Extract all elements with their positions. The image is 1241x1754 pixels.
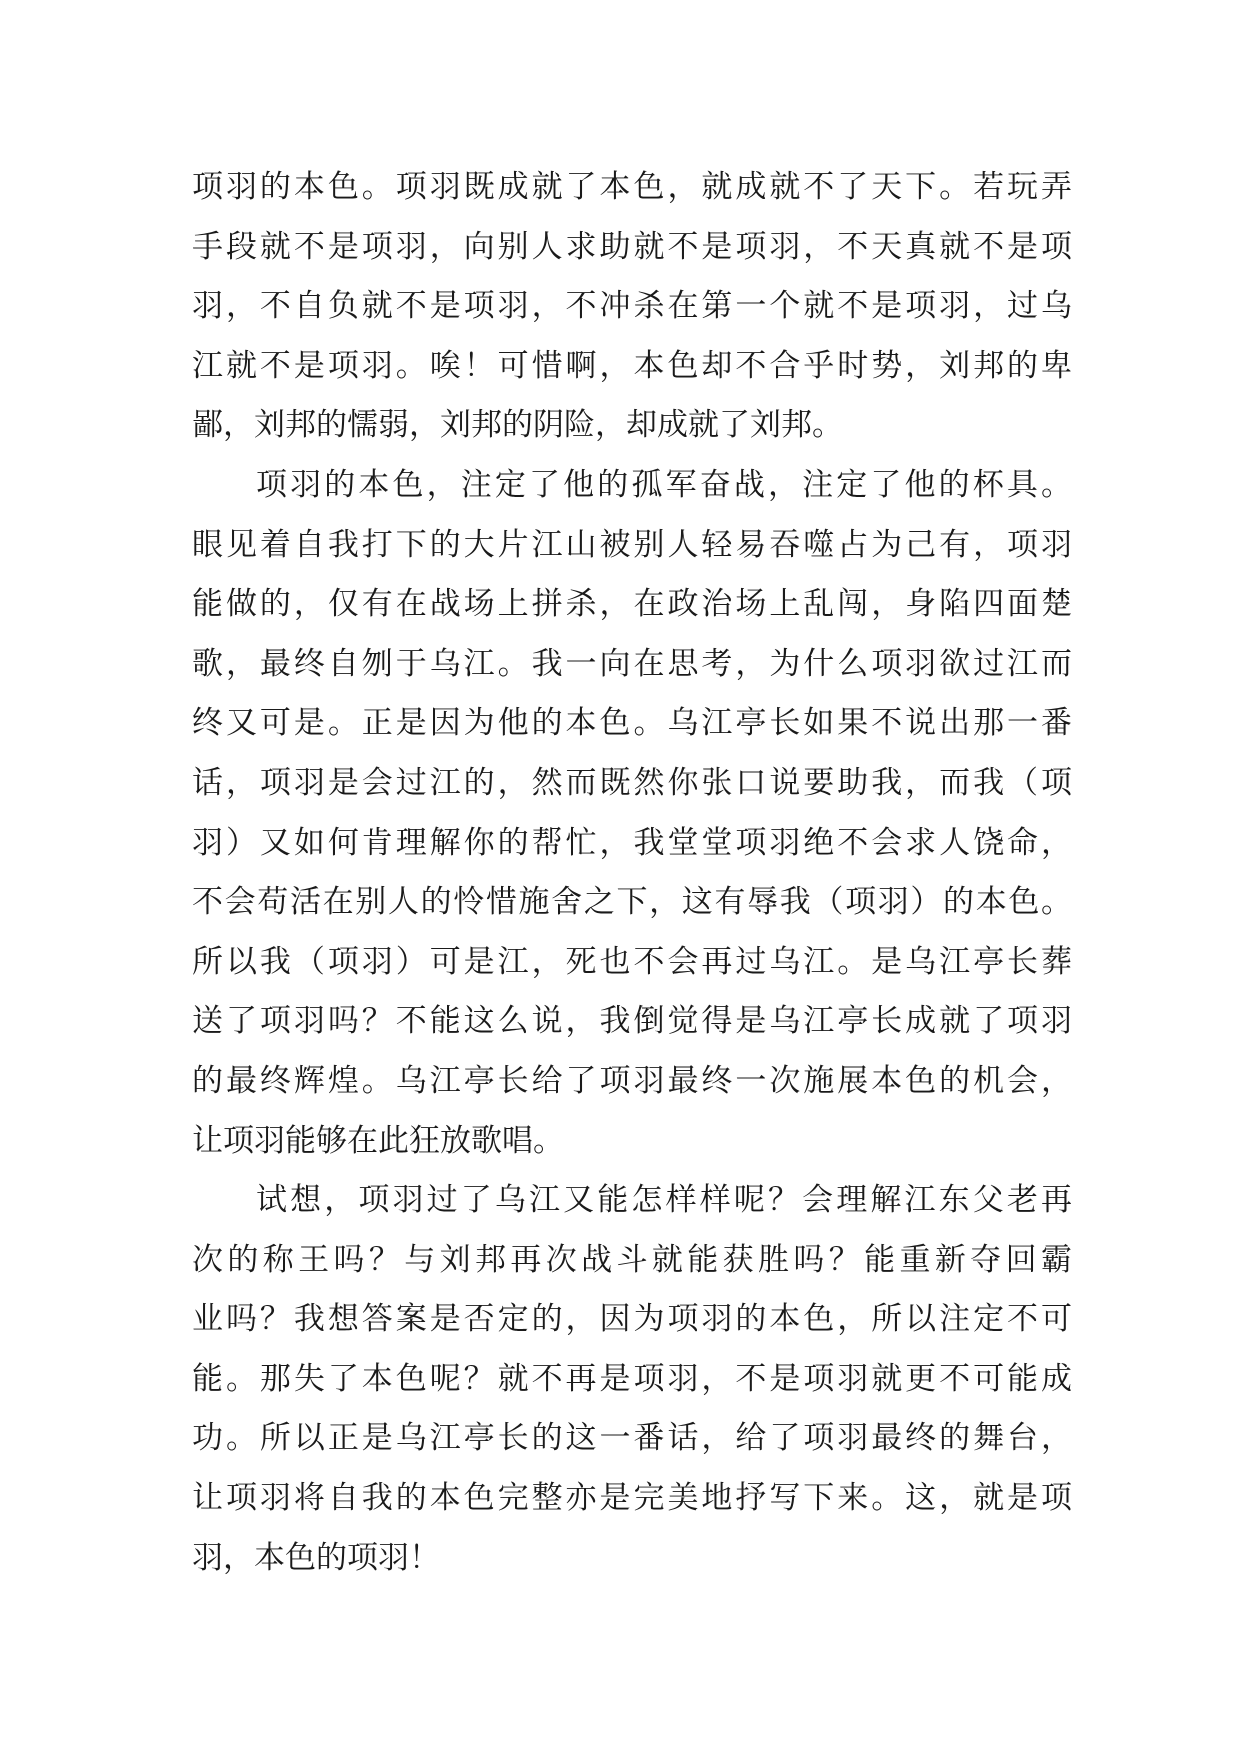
text-line: 业吗？我想答案是否定的，因为项羽的本色，所以注定不可	[192, 1301, 1072, 1338]
text-line: 项羽的本色，注定了他的孤军奋战，注定了他的杯具。	[256, 466, 1072, 503]
paragraph-2	[192, 456, 1072, 1171]
text-line: 能。那失了本色呢？就不再是项羽，不是项羽就更不可能成	[192, 1360, 1072, 1397]
text-line: 话，项羽是会过江的，然而既然你张口说要助我，而我（项	[192, 764, 1072, 801]
text-line: 功。所以正是乌江亭长的这一番话，给了项羽最终的舞台，	[192, 1420, 1072, 1457]
text-line: 次的称王吗？与刘邦再次战斗就能获胜吗？能重新夺回霸	[192, 1241, 1072, 1278]
text-line: 的最终辉煌。乌江亭长给了项羽最终一次施展本色的机会，	[192, 1062, 1072, 1099]
paragraph-3	[192, 1171, 1072, 1588]
text-line: 江就不是项羽。唉！可惜啊，本色却不合乎时势，刘邦的卑	[192, 347, 1072, 384]
text-line: 送了项羽吗？不能这么说，我倒觉得是乌江亭长成就了项羽	[192, 1003, 1072, 1040]
text-line: 终又可是。正是因为他的本色。乌江亭长如果不说出那一番	[192, 705, 1072, 742]
paragraph-1	[192, 158, 1072, 456]
text-line: 鄙，刘邦的懦弱，刘邦的阴险，却成就了刘邦。	[192, 407, 843, 444]
text-line: 试想，项羽过了乌江又能怎样样呢？会理解江东父老再	[256, 1182, 1072, 1219]
text-line: 项羽的本色。项羽既成就了本色，就成就不了天下。若玩弄	[192, 169, 1072, 205]
text-line: 歌，最终自刎于乌江。我一向在思考，为什么项羽欲过江而	[192, 645, 1072, 682]
text-line: 手段就不是项羽，向别人求助就不是项羽，不天真就不是项	[192, 228, 1072, 265]
text-line: 让项羽将自我的本色完整亦是完美地抒写下来。这，就是项	[192, 1480, 1072, 1517]
text-line: 所以我（项羽）可是江，死也不会再过乌江。是乌江亭长葬	[192, 943, 1072, 980]
text-line: 不会苟活在别人的怜惜施舍之下，这有辱我（项羽）的本色。	[192, 884, 1072, 921]
text-line: 羽，不自负就不是项羽，不冲杀在第一个就不是项羽，过乌	[192, 288, 1072, 325]
body-text	[192, 158, 1072, 1588]
text-line: 让项羽能够在此狂放歌唱。	[192, 1122, 564, 1159]
text-line: 能做的，仅有在战场上拼杀，在政治场上乱闯，身陷四面楚	[192, 586, 1072, 623]
text-line: 羽）又如何肯理解你的帮忙，我堂堂项羽绝不会求人饶命，	[192, 824, 1072, 861]
text-line: 羽，本色的项羽！	[192, 1539, 440, 1576]
text-line: 眼见着自我打下的大片江山被别人轻易吞噬占为己有，项羽	[192, 526, 1072, 563]
